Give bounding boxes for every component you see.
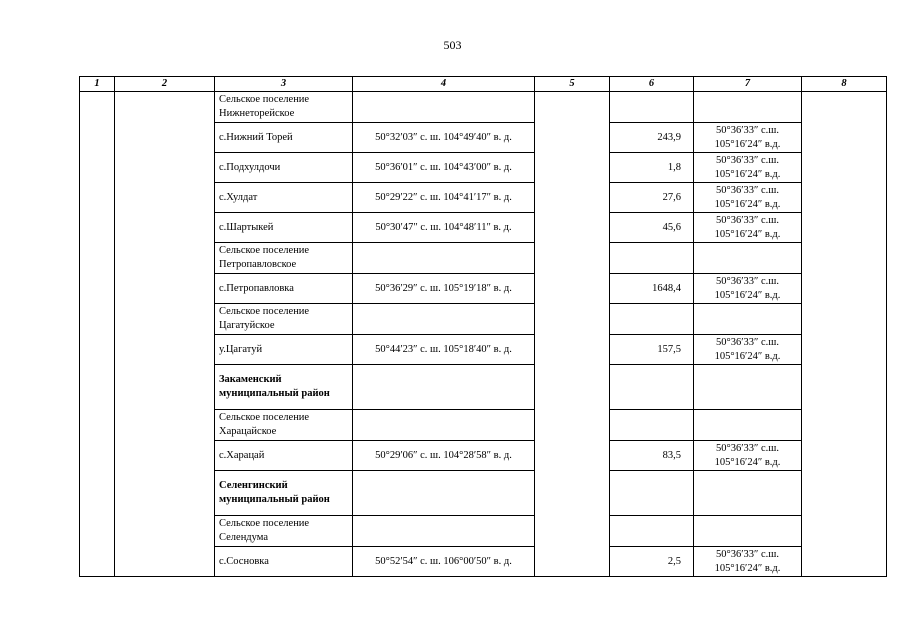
settlements-table	[79, 76, 887, 577]
settlement-coordinates	[353, 516, 535, 547]
settlement-value: 2,5	[610, 547, 694, 577]
center-longitude: 105°16′24″ в.д.	[714, 228, 781, 240]
settlement-coordinates: 50°32′03″ с. ш. 104°49′40″ в. д.	[353, 123, 535, 153]
col1-cell	[80, 92, 115, 577]
center-latitude: 50°36′33″ с.ш.	[716, 275, 779, 287]
settlement-name: у.Цагатуй	[215, 335, 353, 365]
settlement-name: Закаменский муниципальный район	[215, 365, 353, 410]
center-coordinates	[694, 243, 802, 274]
center-coordinates	[694, 441, 802, 471]
center-longitude: 105°16′24″ в.д.	[714, 138, 781, 150]
center-latitude: 50°36′33″ с.ш.	[716, 124, 779, 136]
table-body	[80, 92, 887, 577]
settlement-name: Сельское поселение Нижнеторейское	[215, 92, 353, 123]
settlement-value	[610, 516, 694, 547]
settlement-value	[610, 410, 694, 441]
settlement-coordinates	[353, 471, 535, 516]
settlement-value	[610, 243, 694, 274]
settlement-value	[610, 471, 694, 516]
settlement-coordinates	[353, 304, 535, 335]
col8-cell	[802, 92, 887, 577]
settlement-name: с.Сосновка	[215, 547, 353, 577]
column-header: 3	[215, 77, 353, 92]
center-coordinates	[694, 213, 802, 243]
column-header: 1	[80, 77, 115, 92]
settlement-name: с.Хулдат	[215, 183, 353, 213]
settlement-coordinates	[353, 410, 535, 441]
settlement-name: Сельское поселение Харацайское	[215, 410, 353, 441]
settlement-coordinates: 50°36′29″ с. ш. 105°19′18″ в. д.	[353, 274, 535, 304]
center-longitude: 105°16′24″ в.д.	[714, 456, 781, 468]
settlement-value: 27,6	[610, 183, 694, 213]
settlement-value: 45,6	[610, 213, 694, 243]
table-row	[80, 92, 887, 123]
center-longitude: 105°16′24″ в.д.	[714, 289, 781, 301]
center-coordinates	[694, 183, 802, 213]
column-header: 8	[802, 77, 887, 92]
settlement-value	[610, 304, 694, 335]
center-coordinates	[694, 471, 802, 516]
page-number: 503	[443, 38, 462, 52]
center-coordinates	[694, 335, 802, 365]
center-coordinates	[694, 304, 802, 335]
settlement-name: с.Петропавловка	[215, 274, 353, 304]
settlement-coordinates: 50°30′47″ с. ш. 104°48′11″ в. д.	[353, 213, 535, 243]
settlement-value	[610, 365, 694, 410]
settlement-name: с.Нижний Торей	[215, 123, 353, 153]
settlement-value: 1,8	[610, 153, 694, 183]
settlement-name: с.Шартыкей	[215, 213, 353, 243]
settlement-name: Сельское поселение Петропавловское	[215, 243, 353, 274]
settlement-name: Селенгинский муниципальный район	[215, 471, 353, 516]
settlement-coordinates: 50°52′54″ с. ш. 106°00′50″ в. д.	[353, 547, 535, 577]
center-coordinates	[694, 153, 802, 183]
center-latitude: 50°36′33″ с.ш.	[716, 442, 779, 454]
center-coordinates	[694, 274, 802, 304]
column-header: 5	[535, 77, 610, 92]
settlement-name: с.Харацай	[215, 441, 353, 471]
center-coordinates	[694, 123, 802, 153]
center-latitude: 50°36′33″ с.ш.	[716, 548, 779, 560]
settlement-value: 83,5	[610, 441, 694, 471]
settlement-value: 157,5	[610, 335, 694, 365]
settlement-coordinates	[353, 92, 535, 123]
column-header: 6	[610, 77, 694, 92]
settlement-coordinates: 50°29′22″ с. ш. 104°41′17″ в. д.	[353, 183, 535, 213]
col2-cell	[115, 92, 215, 577]
settlement-value: 1648,4	[610, 274, 694, 304]
center-coordinates	[694, 92, 802, 123]
center-coordinates	[694, 365, 802, 410]
settlement-value	[610, 92, 694, 123]
center-latitude: 50°36′33″ с.ш.	[716, 214, 779, 226]
settlement-name: с.Подхулдочи	[215, 153, 353, 183]
col5-cell	[535, 92, 610, 577]
center-longitude: 105°16′24″ в.д.	[714, 198, 781, 210]
center-latitude: 50°36′33″ с.ш.	[716, 336, 779, 348]
center-latitude: 50°36′33″ с.ш.	[716, 184, 779, 196]
column-header: 2	[115, 77, 215, 92]
settlement-value: 243,9	[610, 123, 694, 153]
settlement-name: Сельское поселение Цагатуйское	[215, 304, 353, 335]
header-row	[80, 77, 887, 92]
settlement-coordinates: 50°36′01″ с. ш. 104°43′00″ в. д.	[353, 153, 535, 183]
settlement-name: Сельское поселение Селендума	[215, 516, 353, 547]
center-longitude: 105°16′24″ в.д.	[714, 350, 781, 362]
center-coordinates	[694, 516, 802, 547]
center-latitude: 50°36′33″ с.ш.	[716, 154, 779, 166]
settlement-coordinates	[353, 365, 535, 410]
settlement-coordinates: 50°29′06″ с. ш. 104°28′58″ в. д.	[353, 441, 535, 471]
settlement-coordinates: 50°44′23″ с. ш. 105°18′40″ в. д.	[353, 335, 535, 365]
column-header: 7	[694, 77, 802, 92]
center-longitude: 105°16′24″ в.д.	[714, 168, 781, 180]
column-header: 4	[353, 77, 535, 92]
settlement-coordinates	[353, 243, 535, 274]
center-coordinates	[694, 547, 802, 577]
center-coordinates	[694, 410, 802, 441]
center-longitude: 105°16′24″ в.д.	[714, 562, 781, 574]
